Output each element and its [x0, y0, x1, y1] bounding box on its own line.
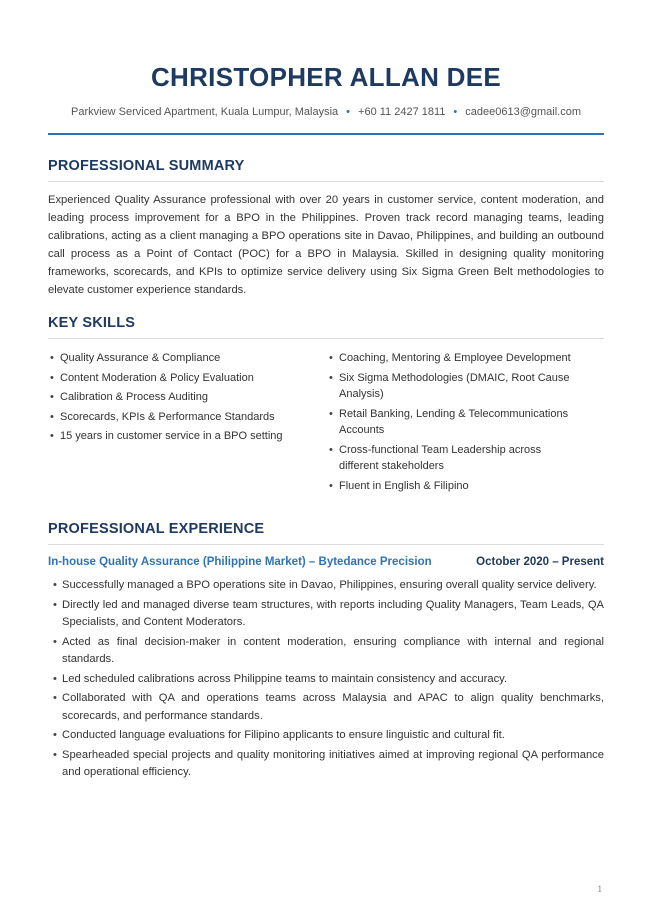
header-divider: [48, 133, 604, 135]
summary-heading: PROFESSIONAL SUMMARY: [48, 158, 245, 174]
skills-heading: KEY SKILLS: [48, 315, 136, 331]
job-bullet: • Conducted language evaluations for Filipino applicants to ensure linguistic and cultural fit.: [48, 727, 604, 745]
skill-item: • Retail Banking, Lending & Telecommunications Accounts: [329, 406, 574, 439]
contact-separator: •: [346, 106, 351, 118]
summary-divider: [48, 181, 604, 182]
experience-divider: [48, 544, 604, 545]
contact-email: cadee0613@gmail.com: [465, 106, 581, 118]
job-dates: October 2020 – Present: [476, 556, 604, 568]
contact-address: Parkview Serviced Apartment, Kuala Lumpur, Malaysia: [70, 106, 339, 118]
skill-item: • Six Sigma Methodologies (DMAIC, Root Cause Analysis): [329, 370, 574, 403]
contact-phone: +60 11 2427 1811: [358, 106, 446, 118]
job-bullet: • Successfully managed a BPO operations site in Davao, Philippines, ensuring overall quality service delivery.: [48, 577, 604, 595]
skill-item: • Content Moderation & Policy Evaluation: [50, 370, 320, 387]
job-role: In-house Quality Assurance (Philippine Market) – Bytedance Precision: [48, 556, 432, 568]
skill-item: • Coaching, Mentoring & Employee Development: [329, 350, 574, 367]
job-bullets: [48, 577, 604, 784]
job-bullet: • Spearheaded special projects and quality monitoring initiatives aimed at improving regional QA performance and operational efficiency.: [48, 747, 604, 782]
page-number: 1: [597, 884, 602, 894]
skills-divider: [48, 338, 604, 339]
job-bullet: • Collaborated with QA and operations teams across Malaysia and APAC to align quality benchmarks, scorecards, and performance standards.: [48, 690, 604, 725]
experience-heading: PROFESSIONAL EXPERIENCE: [48, 521, 265, 537]
skills-list-left: [50, 350, 320, 448]
skill-item: • Quality Assurance & Compliance: [50, 350, 320, 367]
skill-item: • Cross-functional Team Leadership across different stakeholders: [329, 442, 574, 475]
job-bullet: • Directly led and managed diverse team structures, with reports including Quality Managers, Team Leads, QA Specialists, and Content Moderators.: [48, 597, 604, 632]
skill-item: • Fluent in English & Filipino: [329, 478, 574, 495]
contact-line: [48, 106, 604, 118]
job-bullet: • Led scheduled calibrations across Philippine teams to maintain consistency and accuracy.: [48, 671, 604, 689]
contact-separator: •: [453, 106, 458, 118]
skill-item: • 15 years in customer service in a BPO setting: [50, 428, 320, 445]
skills-list-right: [329, 350, 574, 497]
summary-text: Experienced Quality Assurance professional with over 20 years in customer service, content moderation, and leading process improvement for a BPO in the Philippines. Proven track record managing teams, leading calibrations, acting as a client managing a BPO operations site in Davao, Philippines, and building an outbound call process as a Point of Contact (POC) for a BPO in Malaysia. Skilled in designing quality monitoring frameworks, scorecards, and KPIs to optimize service delivery using Six Sigma Green Belt methodologies to elevate customer experience standards.: [48, 194, 604, 296]
candidate-name: CHRISTOPHER ALLAN DEE: [150, 62, 502, 92]
skill-item: • Calibration & Process Auditing: [50, 389, 320, 406]
job-bullet: • Acted as final decision-maker in content moderation, ensuring compliance with internal and regional standards.: [48, 634, 604, 669]
skill-item: • Scorecards, KPIs & Performance Standards: [50, 409, 320, 426]
